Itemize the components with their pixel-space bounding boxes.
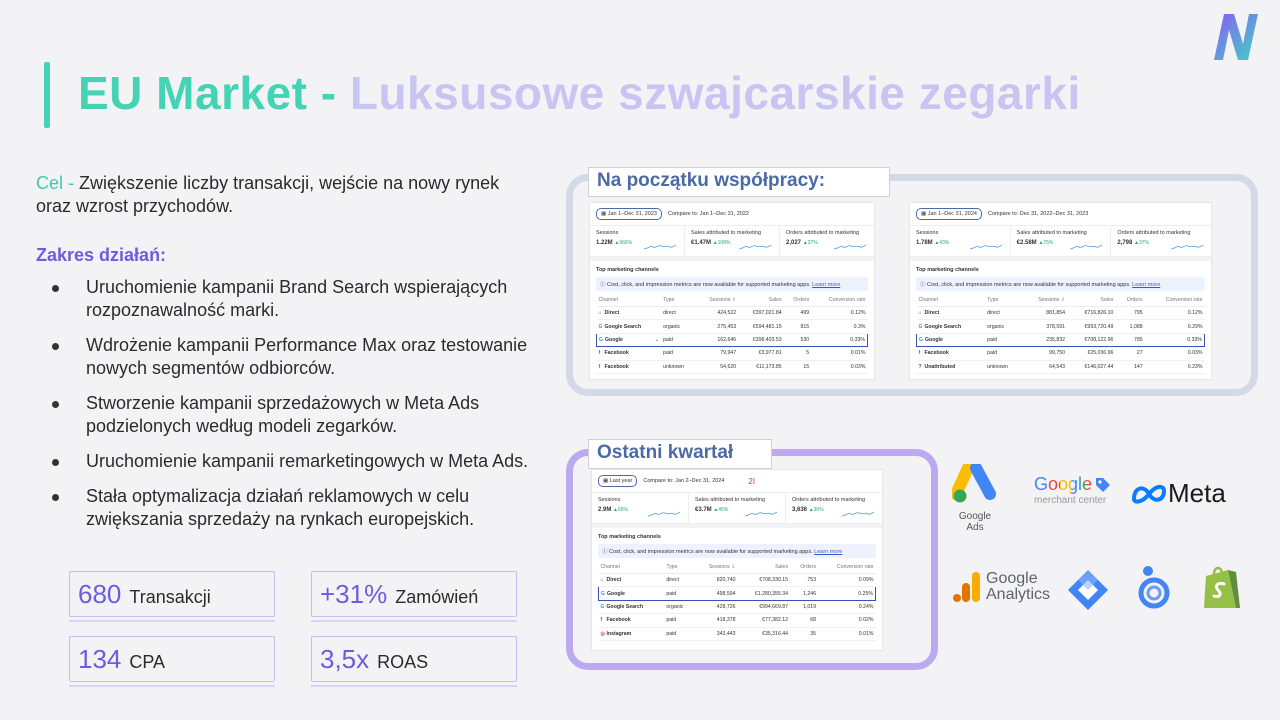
page-title (78, 66, 1081, 120)
google-icon: G (918, 323, 923, 330)
cell-conversion: 0.33% (811, 333, 867, 346)
goal-body: Zwiększenie liczby transakcji, wejście na nowy rynek oraz wzrost przychodów. (36, 173, 500, 216)
metric-sessions (592, 493, 689, 523)
cell-conversion: 0.01% (818, 627, 875, 640)
bullet-icon (52, 285, 59, 292)
cell-orders: 1,019 (790, 600, 818, 613)
table-row[interactable] (597, 307, 868, 320)
cell-type: organic (664, 600, 694, 613)
kpi-value: 134 (78, 643, 122, 674)
table-row[interactable] (917, 360, 1205, 373)
col-channel[interactable]: Channel (597, 294, 662, 307)
kpi-underline (311, 685, 517, 687)
cell-orders: 27 (1115, 347, 1144, 360)
date-range-label: Last year (609, 478, 633, 484)
scope-heading: Zakres działań: (36, 245, 167, 265)
facebook-icon: f (918, 350, 921, 357)
cell-conversion: 0.09% (818, 574, 875, 587)
date-range-label: Jan 1–Dec 31, 2023 (607, 211, 657, 217)
info-banner: ⓘ Cost, click, and impression metrics are now available for supported marketing apps. Learn more (916, 277, 1205, 291)
goal-label: Cel - (36, 173, 75, 193)
cell-type: organic (661, 320, 695, 333)
metric-label: Sales attributed to marketing (1016, 230, 1087, 236)
table-row[interactable] (917, 347, 1205, 360)
cell-type: paid (664, 614, 694, 627)
info-banner: ⓘ Cost, click, and impression metrics are now available for supported marketing apps. Learn more (596, 277, 868, 291)
cell-sales: €994,669.87 (738, 600, 791, 613)
cell-channel: Facebook (604, 363, 629, 370)
sparkline-icon (970, 243, 1002, 251)
cell-conversion: 0.12% (1145, 307, 1205, 320)
cell-orders: 499 (784, 307, 812, 320)
cell-channel: Google Search (924, 323, 962, 330)
col-conversion[interactable]: Conversion rate (818, 561, 875, 574)
cell-conversion: 0.25% (818, 587, 875, 600)
table-row[interactable] (597, 360, 868, 373)
cell-sessions: 424,522 (695, 307, 738, 320)
info-banner: ⓘ Cost, click, and impression metrics are now available for supported marketing apps. Learn more (598, 544, 876, 558)
table-row[interactable] (599, 600, 876, 613)
cell-channel: Google (605, 336, 623, 343)
list-item-text: Wdrożenie kampanii Performance Max oraz testowanie nowych segmentów odbiorców. (86, 335, 528, 378)
facebook-icon: f (600, 617, 603, 624)
metric-value: 3,636 (792, 507, 808, 513)
cell-channel: Direct (604, 310, 620, 317)
cell-type: paid (661, 333, 695, 346)
metric-value: €2.58M (1016, 240, 1037, 246)
tag-icon (1094, 476, 1112, 494)
sparkline-icon (1171, 243, 1203, 251)
cell-sales: €3,977.81 (738, 347, 784, 360)
looker-studio-icon (1136, 563, 1172, 613)
google-icon: G (919, 336, 923, 343)
cell-channel: Google Search (606, 603, 644, 610)
channels-table (596, 294, 868, 374)
metric-change: ▲45% (713, 507, 729, 513)
cell-orders: 35 (790, 627, 818, 640)
col-sessions[interactable]: Sessions ⇩ (695, 294, 738, 307)
kpi-roas (311, 636, 517, 687)
sparkline-icon (842, 510, 874, 518)
cell-orders: 1,246 (790, 587, 818, 600)
list-item (44, 392, 554, 438)
instagram-icon: ◎ (600, 630, 605, 637)
kpi-value: 680 (78, 578, 122, 609)
table-row[interactable] (599, 627, 876, 640)
meta-logo (1130, 478, 1226, 509)
kpi-box (69, 571, 275, 617)
channels-table (916, 294, 1205, 374)
col-orders[interactable]: Orders (784, 294, 812, 307)
cell-orders: 1,088 (1115, 320, 1144, 333)
metric-change: ▲37% (802, 240, 818, 246)
sparkline-icon (648, 510, 680, 518)
metric-label: Sales attributed to marketing (695, 497, 766, 503)
metric-orders (1111, 226, 1211, 256)
cell-sales: €397,021.84 (738, 307, 784, 320)
cell-sessions: 79,947 (695, 347, 738, 360)
cell-sessions: 275,453 (695, 320, 738, 333)
sparkline-icon (834, 243, 866, 251)
metric-change: ▲43% (934, 240, 950, 246)
cell-sales: €708,330.15 (738, 574, 791, 587)
col-conversion[interactable]: Conversion rate (811, 294, 867, 307)
cell-type: direct (985, 307, 1021, 320)
direct-icon: ⌂ (600, 577, 604, 584)
cell-sales: €708,122.96 (1067, 333, 1115, 346)
kpi-box (311, 571, 517, 617)
cell-sessions: 162,646 (695, 333, 738, 346)
cell-sessions: 235,832 (1022, 333, 1067, 346)
metric-sales (689, 493, 786, 523)
table-row[interactable] (599, 574, 876, 587)
metric-label: Orders attributed to marketing (792, 497, 866, 503)
agency-logo-icon (1210, 12, 1262, 62)
table-header (599, 561, 876, 574)
cell-type: direct (664, 574, 694, 587)
cell-sales: €594,481.15 (738, 320, 784, 333)
sparkline-icon (745, 510, 777, 518)
top-channels-heading: Top marketing channels (590, 257, 874, 277)
cell-conversion: 0.23% (1145, 360, 1205, 373)
facebook-icon: f (598, 350, 601, 357)
direct-icon: ⌂ (918, 310, 922, 317)
cell-conversion: 0.03% (811, 360, 867, 373)
cell-channel: Google Search (604, 323, 642, 330)
cell-conversion: 0.3% (811, 320, 867, 333)
col-channel[interactable]: Channel (599, 561, 665, 574)
title-subject: Luksusowe szwajcarskie zegarki (349, 67, 1081, 119)
kpi-value: +31% (320, 578, 388, 609)
kpi-box (69, 636, 275, 682)
bullet-icon (52, 343, 59, 350)
table-row[interactable] (917, 320, 1205, 333)
cell-orders: 147 (1115, 360, 1144, 373)
cell-type: paid (664, 587, 694, 600)
cell-sales: €11,173.85 (738, 360, 784, 373)
metric-change: ▲108% (712, 240, 731, 246)
metric-sessions (590, 226, 685, 256)
meta-text: Meta (1168, 478, 1226, 508)
cell-channel: Instagram (606, 630, 632, 637)
cell-conversion: 0.33% (1145, 333, 1205, 346)
table-row[interactable] (597, 333, 868, 346)
goal-text (36, 172, 536, 218)
date-range-button[interactable]: ▦ Jan 1–Dec 31, 2024 (916, 208, 982, 220)
table-row[interactable] (917, 333, 1205, 346)
cell-orders: 530 (784, 333, 812, 346)
col-sales[interactable]: Sales (738, 294, 784, 307)
cell-sales: €25,036.96 (1067, 347, 1115, 360)
cell-channel: Google (607, 590, 625, 597)
table-header (917, 294, 1205, 307)
cell-type: paid (985, 333, 1021, 346)
metric-sales (685, 226, 780, 256)
bullet-icon (52, 459, 59, 466)
metric-change: ▲966% (614, 240, 633, 246)
cell-orders: 15 (784, 360, 812, 373)
bullet-icon (52, 401, 59, 408)
kpi-transactions (69, 571, 275, 622)
metric-value: €3.7M (695, 507, 712, 513)
kpi-unit: Zamówień (395, 586, 479, 607)
bullet-icon (52, 494, 59, 501)
kpi-value: 3,5x (320, 643, 370, 674)
cell-conversion: 0.02% (818, 614, 875, 627)
unattributed-icon: ? (918, 363, 922, 370)
meta-infinity-icon (1130, 483, 1168, 505)
title-market: EU Market - (78, 67, 337, 119)
metric-value: €1.47M (691, 240, 712, 246)
kpi-underline (69, 620, 275, 622)
metric-sessions (910, 226, 1011, 256)
metric-orders (786, 493, 882, 523)
cell-sessions: 64,543 (1022, 360, 1067, 373)
kpi-unit: ROAS (377, 651, 429, 672)
date-range-button[interactable]: ▦ Jan 1–Dec 31, 2023 (596, 208, 662, 220)
google-icon: G (600, 603, 605, 610)
cell-sales: €993,720.49 (1067, 320, 1115, 333)
cell-orders: 795 (1115, 307, 1144, 320)
cell-orders: 815 (784, 320, 812, 333)
info-text: Cost, click, and impression metrics are now available for supported marketing apps. (927, 282, 1131, 288)
learn-more-link[interactable]: Learn more (814, 549, 843, 555)
cell-type: unknown (985, 360, 1021, 373)
date-range-label: Jan 1–Dec 31, 2024 (927, 211, 977, 217)
cell-type: unknown (661, 360, 695, 373)
scope-list (44, 276, 554, 543)
google-icon: G (598, 323, 603, 330)
metric-value: 1.78M (916, 240, 933, 246)
cell-sessions: 343,443 (694, 627, 738, 640)
table-row[interactable] (597, 320, 868, 333)
cell-conversion: 0.01% (811, 347, 867, 360)
table-row[interactable] (917, 307, 1205, 320)
ga-text-analytics: Analytics (986, 586, 1051, 603)
analytics-panel-2024 (910, 203, 1211, 379)
list-item-text: Uruchomienie kampanii Brand Search wspierających rozpoznawalność marki. (86, 277, 508, 320)
table-row[interactable] (597, 347, 868, 360)
sparkline-icon (739, 243, 771, 251)
top-channels-heading: Top marketing channels (592, 524, 882, 544)
metric-label: Orders attributed to marketing (786, 230, 860, 236)
cell-orders: 68 (790, 614, 818, 627)
learn-more-link[interactable]: Learn more (1132, 282, 1161, 288)
cell-sessions: 881,854 (1022, 307, 1067, 320)
cell-sessions: 54,620 (695, 360, 738, 373)
metric-label: Sessions (596, 230, 619, 236)
cell-sales: €716,826.10 (1067, 307, 1115, 320)
top-channels-heading: Top marketing channels (910, 257, 1211, 277)
cell-orders: 5 (784, 347, 812, 360)
panel-date-bar (590, 203, 874, 222)
cell-sales: €77,382.12 (738, 614, 791, 627)
kpi-unit: CPA (129, 651, 166, 672)
list-item (44, 485, 554, 531)
info-text: Cost, click, and impression metrics are now available for supported marketing apps. (609, 549, 813, 555)
col-conversion[interactable]: Conversion rate (1145, 294, 1205, 307)
metric-change: ▲30% (808, 507, 824, 513)
cell-type: direct (661, 307, 695, 320)
col-sales[interactable]: Sales (1067, 294, 1115, 307)
cell-orders: 785 (1115, 333, 1144, 346)
metric-label: Orders attributed to marketing (1117, 230, 1191, 236)
cell-channel: Direct (606, 577, 622, 584)
metric-change: ▲37% (1134, 240, 1149, 246)
cell-sessions: 428,726 (694, 600, 738, 613)
cell-type: paid (985, 347, 1021, 360)
kpi-underline (69, 685, 275, 687)
cell-channel: Facebook (924, 350, 949, 357)
metric-label: Sessions (916, 230, 939, 236)
col-orders[interactable]: Orders (1115, 294, 1144, 307)
cell-sessions: 498,594 (694, 587, 738, 600)
metric-value: 1.22M (596, 240, 613, 246)
metrics-row (592, 492, 882, 524)
cell-type: paid (661, 347, 695, 360)
info-text: Cost, click, and impression metrics are now available for supported marketing apps. (607, 282, 811, 288)
cell-channel: Direct (924, 310, 940, 317)
sparkline-icon (644, 243, 676, 251)
cell-type: organic (985, 320, 1021, 333)
metrics-row (910, 225, 1211, 257)
cell-sessions: 99,750 (1022, 347, 1067, 360)
kpi-underline (311, 620, 517, 622)
cell-sales: €146,027.44 (1067, 360, 1115, 373)
cell-channel: Google (925, 336, 943, 343)
cell-channel: Facebook (606, 617, 631, 624)
table-row[interactable] (599, 614, 876, 627)
direct-icon: ⌂ (598, 310, 602, 317)
kpi-cpa (69, 636, 275, 687)
cell-channel: Unattributed (924, 363, 956, 370)
list-item (44, 334, 554, 380)
list-item (44, 450, 554, 473)
cell-conversion: 0.03% (1145, 347, 1205, 360)
metric-sales (1011, 226, 1112, 256)
list-item-text: Stworzenie kampanii sprzedażowych w Meta Ads podzielonych według modeli zegarków. (86, 393, 480, 436)
cell-sessions: 820,740 (694, 574, 738, 587)
ga-text-google: Google (986, 570, 1038, 587)
panel-date-bar (910, 203, 1211, 222)
kpi-unit: Transakcji (129, 586, 211, 607)
channels-table (598, 561, 876, 641)
metric-value: 2,798 (1117, 240, 1133, 246)
google-icon: G (601, 590, 605, 597)
google-analytics-icon (952, 570, 982, 604)
metric-change: ▲65% (613, 507, 628, 513)
compare-range[interactable]: Compare to: Jan 2–Dec 31, 2024 (643, 478, 725, 484)
compare-range[interactable]: Compare to: Jan 1–Dec 31, 2022 (667, 211, 749, 217)
google-ads-icon (952, 464, 998, 506)
learn-more-link[interactable]: Learn more (812, 282, 841, 288)
col-sales[interactable]: Sales (738, 561, 791, 574)
date-range-button[interactable]: ▦ Last year (598, 475, 637, 487)
title-accent-bar (44, 62, 50, 128)
kpi-orders (311, 571, 517, 622)
metric-label: Sales attributed to marketing (691, 230, 762, 236)
kpi-box (311, 636, 517, 682)
analytics-panel-2023 (590, 203, 874, 379)
col-channel[interactable]: Channel (917, 294, 986, 307)
sparkline-icon (1070, 243, 1102, 251)
metric-label: Sessions (598, 497, 621, 503)
table-header (597, 294, 868, 307)
col-sessions[interactable]: Sessions ⇩ (1022, 294, 1067, 307)
chevron-down-icon: ⌄ (654, 336, 660, 343)
cell-conversion: 0.29% (1145, 320, 1205, 333)
cell-sales: €398,403.53 (738, 333, 784, 346)
col-type[interactable]: Type (664, 561, 694, 574)
google-ads-logo (950, 464, 1000, 533)
last-quarter-label: Ostatni kwartał (588, 439, 772, 469)
cell-channel: Facebook (604, 350, 629, 357)
analytics-panel-last-year (592, 470, 882, 650)
merchant-center-text: merchant center (1034, 495, 1107, 506)
google-tag-manager-icon (1066, 568, 1110, 612)
list-item-text: Stała optymalizacja działań reklamowych w celu zwiększania sprzedaży na rynkach europejskich. (86, 486, 475, 529)
cell-type: paid (664, 627, 694, 640)
list-item-text: Uruchomienie kampanii remarketingowych w Meta Ads. (86, 451, 529, 471)
cell-orders: 753 (790, 574, 818, 587)
metric-value: 2,027 (786, 240, 802, 246)
cell-sales: €1,280,355.34 (738, 587, 791, 600)
google-analytics-logo (952, 570, 1050, 604)
start-frame-label: Na początku współpracy: (588, 167, 890, 197)
col-type[interactable]: Type (661, 294, 695, 307)
metric-orders (780, 226, 874, 256)
metric-change: ▲75% (1038, 240, 1054, 246)
col-sessions[interactable]: Sessions ⇩ (694, 561, 738, 574)
merchant-center-logo (1034, 474, 1114, 506)
cell-conversion: 0.12% (811, 307, 867, 320)
cell-sales: €35,316.44 (738, 627, 791, 640)
panel-date-bar (592, 470, 882, 489)
col-orders[interactable]: Orders (790, 561, 818, 574)
list-item (44, 276, 554, 322)
col-type[interactable]: Type (985, 294, 1021, 307)
merchant-center-google-text: Google (1034, 474, 1093, 494)
shopify-icon (1200, 564, 1242, 612)
cell-sessions: 418,378 (694, 614, 738, 627)
google-icon: G (599, 336, 603, 343)
compare-range[interactable]: Compare to: Dec 31, 2022–Dec 31, 2023 (987, 211, 1089, 217)
table-row[interactable] (599, 587, 876, 600)
facebook-icon: f (598, 363, 601, 370)
metric-value: 2.9M (598, 507, 612, 513)
annotation-mark: 2I (748, 476, 756, 486)
cell-sessions: 378,591 (1022, 320, 1067, 333)
google-ads-text: Google Ads (958, 511, 992, 533)
cell-conversion: 0.24% (818, 600, 875, 613)
metrics-row (590, 225, 874, 257)
